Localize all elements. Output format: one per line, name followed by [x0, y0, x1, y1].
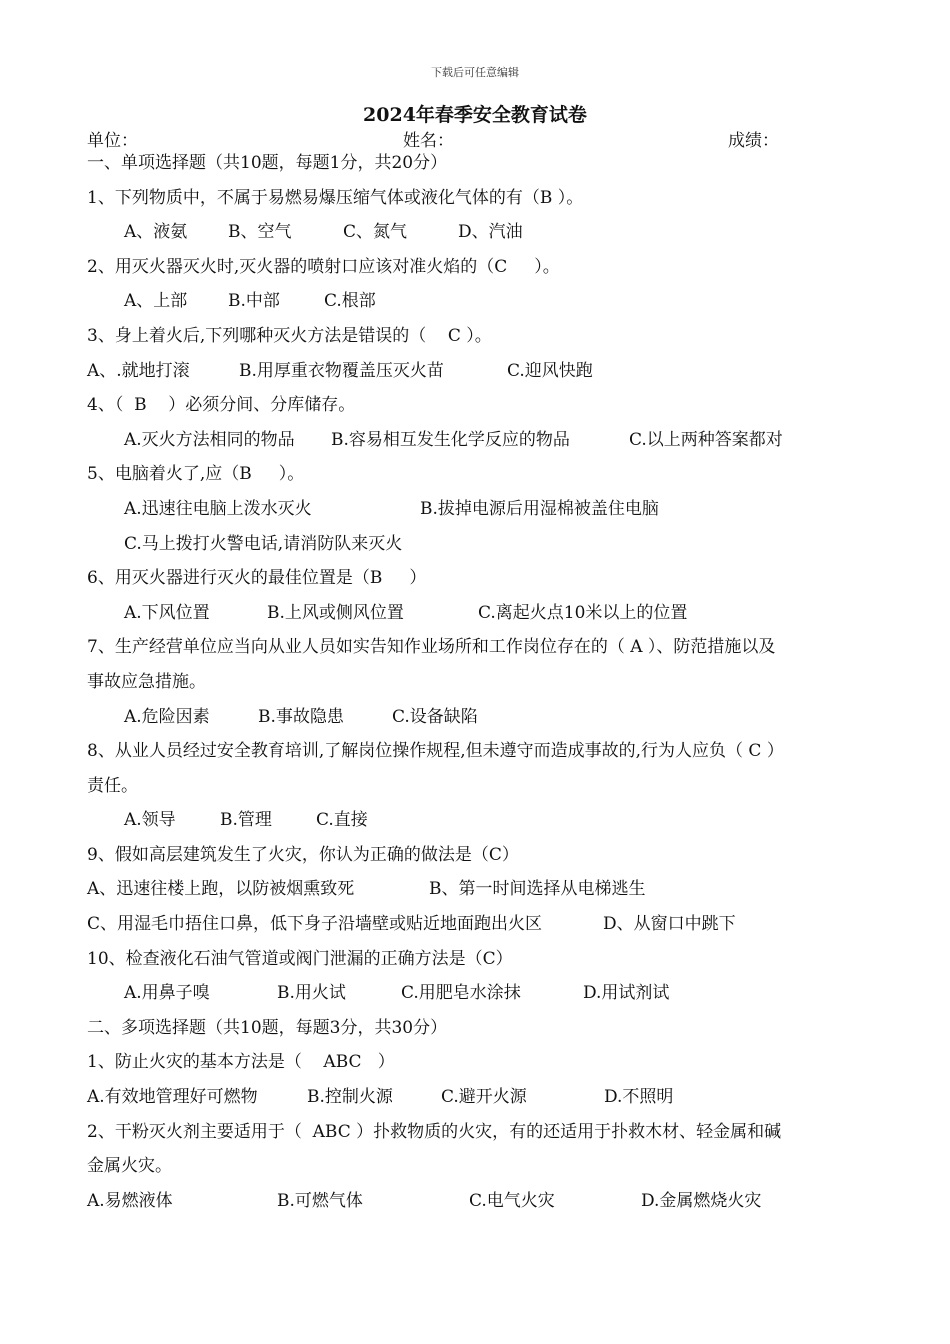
option: D、汽油	[458, 222, 523, 243]
name-label: 姓名：	[403, 131, 454, 151]
option: B、第一时间选择从电梯逃生	[429, 879, 646, 900]
option: B.可燃气体	[277, 1190, 363, 1211]
question-stem: 2、干粉灭火剂主要适用于（ ABC ）扑救物质的火灾，有的还适用于扑救木材、轻金属和碱	[87, 1121, 782, 1142]
option: A.迅速往电脑上泼水灭火	[124, 498, 312, 519]
section-heading-single-choice: 一、单项选择题（共10题，每题1分，共20分）	[87, 153, 448, 173]
question-stem: 4、（ B ）必须分间、分库储存。	[87, 395, 356, 416]
option: D.不照明	[604, 1087, 674, 1108]
question-stem: 3、身上着火后,下列哪种灭火方法是错误的（ C ）。	[87, 325, 492, 346]
option: D.金属燃烧火灾	[641, 1190, 762, 1211]
question-options	[87, 976, 877, 1011]
question-stem-continued: 金属火灾。	[87, 1156, 172, 1177]
question-options	[87, 700, 877, 735]
question-stem: 5、电脑着火了,应（B ）。	[87, 464, 305, 485]
option: C.迎风快跑	[507, 360, 593, 381]
option: B.管理	[220, 810, 272, 831]
option: C.用肥皂水涂抹	[401, 983, 521, 1004]
option: B.上风或侧风位置	[267, 602, 404, 623]
option: C、用湿毛巾捂住口鼻，低下身子沿墙壁或贴近地面跑出火区	[87, 914, 543, 935]
option: C、氮气	[343, 222, 408, 243]
question-options	[87, 907, 877, 942]
question-stem-continued: 责任。	[87, 775, 138, 796]
question-stem-continued: 事故应急措施。	[87, 671, 206, 692]
option: B.中部	[228, 291, 280, 312]
unit-label: 单位：	[87, 131, 138, 151]
option: B.容易相互发生化学反应的物品	[331, 429, 570, 450]
option: C.以上两种答案都对	[629, 429, 783, 450]
question-stem: 10、检查液化石油气管道或阀门泄漏的正确方法是（C）	[87, 948, 513, 969]
option: B、空气	[228, 222, 292, 243]
question-options	[87, 527, 877, 562]
option: B.控制火源	[307, 1087, 393, 1108]
question-stem: 2、用灭火器灭火时,灭火器的喷射口应该对准火焰的（C ）。	[87, 256, 560, 277]
header-note: 下载后可任意编辑	[431, 66, 519, 79]
question-stem: 7、生产经营单位应当向从业人员如实告知作业场所和工作岗位存在的（ A ）、防范措施以及	[87, 637, 776, 658]
option: A.灭火方法相同的物品	[124, 429, 295, 450]
option: A、上部	[124, 291, 188, 312]
option: B.用火试	[277, 983, 346, 1004]
score-label: 成绩：	[728, 131, 779, 151]
option: B.用厚重衣物覆盖压灭火苗	[239, 360, 444, 381]
section-heading-multiple-choice: 二、多项选择题（共10题，每题3分，共30分）	[87, 1017, 448, 1038]
option: A.有效地管理好可燃物	[87, 1087, 258, 1108]
option: C.直接	[316, 810, 368, 831]
question-stem: 9、假如高层建筑发生了火灾，你认为正确的做法是（C）	[87, 844, 519, 865]
question-options	[87, 1080, 877, 1115]
option: A.下风位置	[124, 602, 210, 623]
question-options	[87, 423, 877, 458]
question-options	[87, 1184, 877, 1219]
question-stem: 1、下列物质中，不属于易燃易爆压缩气体或液化气体的有（B ）。	[87, 187, 584, 208]
option: C.避开火源	[441, 1087, 527, 1108]
option: A.危险因素	[124, 706, 210, 727]
option: D、从窗口中跳下	[603, 914, 736, 935]
question-options	[87, 872, 877, 907]
option: A、.就地打滚	[87, 360, 190, 381]
option: A、迅速往楼上跑，以防被烟熏致死	[87, 879, 355, 900]
option: C.根部	[324, 291, 376, 312]
option: A.用鼻子嗅	[124, 983, 210, 1004]
question-stem: 1、防止火灾的基本方法是（ ABC ）	[87, 1052, 395, 1073]
option: A.领导	[124, 810, 176, 831]
option: A.易燃液体	[87, 1190, 173, 1211]
question-stem: 8、从业人员经过安全教育培训,了解岗位操作规程,但未遵守而造成事故的,行为人应负（ C ）	[87, 741, 784, 762]
option: C.电气火灾	[469, 1190, 555, 1211]
exam-body	[87, 146, 877, 1218]
option: B.事故隐患	[258, 706, 344, 727]
question-options	[87, 596, 877, 631]
question-stem: 6、用灭火器进行灭火的最佳位置是（B ）	[87, 568, 427, 589]
option: A、液氨	[124, 222, 188, 243]
option: C.马上拨打火警电话,请消防队来灭火	[124, 533, 403, 554]
exam-title: 2024年春季安全教育试卷	[363, 104, 587, 126]
option: D.用试剂试	[583, 983, 670, 1004]
option: C.离起火点10米以上的位置	[478, 602, 688, 623]
question-options	[87, 492, 877, 527]
question-options	[87, 284, 877, 319]
option: B.拔掉电源后用湿棉被盖住电脑	[420, 498, 659, 519]
question-options	[87, 803, 877, 838]
question-options	[87, 215, 877, 250]
option: C.设备缺陷	[392, 706, 478, 727]
question-options	[87, 354, 877, 389]
